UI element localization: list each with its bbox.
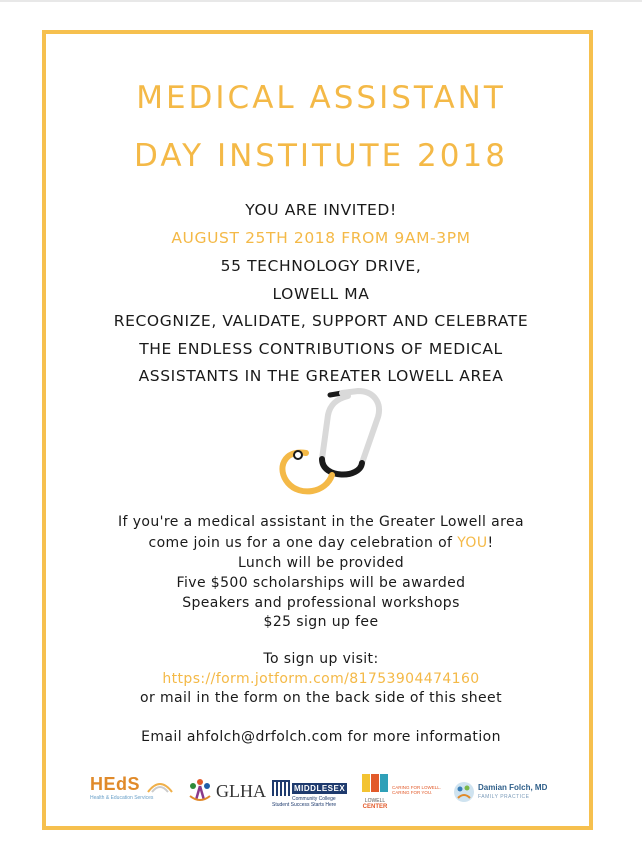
middlesex-logo-sub: Community College <box>292 796 336 802</box>
people-icon <box>186 776 214 804</box>
lowell-center-top: LOWELL <box>364 798 386 804</box>
info-line-6: $25 sign up fee <box>263 614 379 630</box>
event-date: AUGUST 25TH 2018 FROM 9AM-3PM <box>171 229 471 247</box>
info-line-2-highlight: YOU <box>457 535 488 551</box>
sunrise-icon <box>146 778 174 794</box>
info-line-2 <box>0 535 642 551</box>
info-line-3: Lunch will be provided <box>237 555 405 571</box>
health-center-icon <box>360 772 390 794</box>
info-line-1: If you're a medical assistant in the Greater Lowell area <box>118 514 524 530</box>
family-icon <box>452 780 476 804</box>
signup-label: To sign up visit: <box>263 651 379 667</box>
heds-logo <box>90 774 180 801</box>
title-line-1: MEDICAL ASSISTANT <box>136 80 506 116</box>
mission-line-2: THE ENDLESS CONTRIBUTIONS OF MEDICAL <box>139 340 503 358</box>
heds-logo-text: HEdS <box>90 774 141 794</box>
middlesex-logo-tag: Student Success Starts Here <box>272 802 337 808</box>
lowell-center-logo <box>360 772 390 810</box>
invite-text: YOU ARE INVITED! <box>245 201 397 219</box>
stethoscope-icon <box>270 385 400 505</box>
address-line-2: LOWELL MA <box>272 285 370 303</box>
middlesex-logo <box>272 780 354 808</box>
heds-logo-sub: Health & Education Services <box>90 795 154 801</box>
building-icon <box>272 780 290 796</box>
mission-line-1: RECOGNIZE, VALIDATE, SUPPORT AND CELEBRATE <box>113 312 529 330</box>
info-line-2-text: come join us for a one day celebration of <box>148 535 458 551</box>
lowell-center-bottom: CENTER <box>362 804 388 810</box>
address-line-1: 55 TECHNOLOGY DRIVE, <box>220 257 422 275</box>
info-line-2-end: ! <box>487 535 494 551</box>
info-line-4: Five $500 scholarships will be awarded <box>176 575 466 591</box>
glha-logo-text: GLHA <box>216 781 266 801</box>
caring-logo <box>392 785 444 795</box>
folch-logo-sub: FAMILY PRACTICE <box>478 794 530 800</box>
page-top-rule <box>0 0 642 2</box>
info-line-5: Speakers and professional workshops <box>182 595 460 611</box>
mission-line-3: ASSISTANTS IN THE GREATER LOWELL AREA <box>138 367 504 385</box>
caring-line-1: CARING FOR LOWELL. <box>392 785 442 790</box>
middlesex-logo-text: MIDDLESEX <box>294 783 346 793</box>
contact-email: Email ahfolch@drfolch.com for more information <box>141 729 501 745</box>
caring-line-2: CARING FOR YOU. <box>392 790 433 795</box>
folch-logo-name: Damian Folch, MD <box>478 783 548 792</box>
mail-instructions: or mail in the form on the back side of this sheet <box>140 690 502 706</box>
title-line-2: DAY INSTITUTE 2018 <box>134 138 508 174</box>
signup-link[interactable]: https://form.jotform.com/81753904474160 <box>162 671 480 687</box>
